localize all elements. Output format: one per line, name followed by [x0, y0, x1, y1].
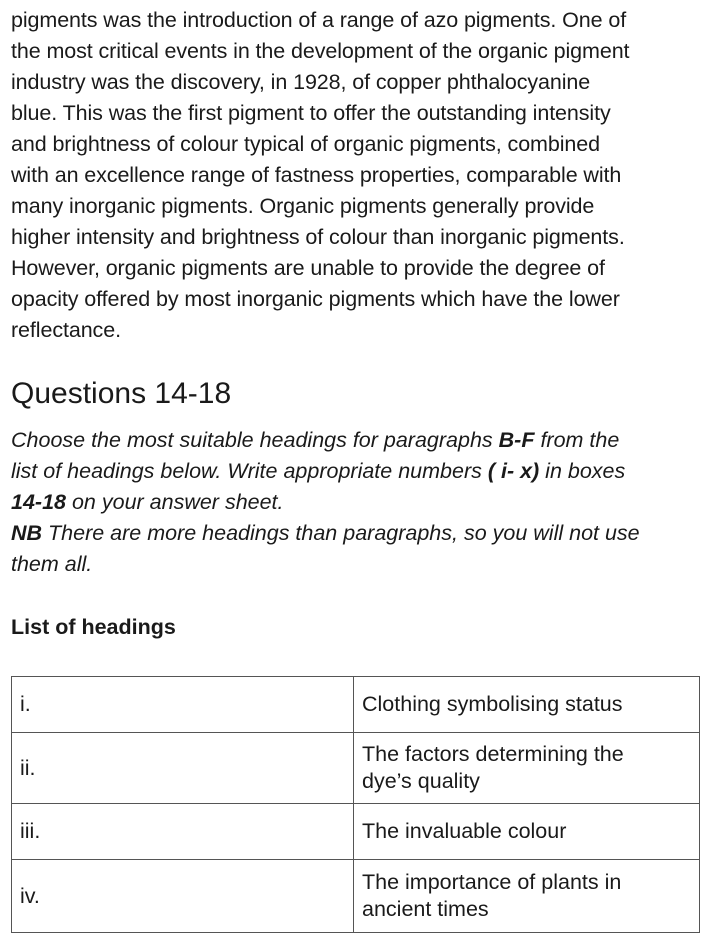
heading-text: [354, 860, 700, 933]
instruction-text: on your answer sheet.: [66, 490, 284, 514]
heading-text: [354, 733, 700, 804]
table-row: [12, 804, 700, 860]
passage-line: and brightness of colour typical of organic pigments, combined: [11, 132, 600, 156]
passage-line: many inorganic pigments. Organic pigments generally provide: [11, 194, 595, 218]
instruction-line-2: [11, 456, 705, 487]
heading-text-line: ancient times: [362, 897, 489, 921]
heading-text-line: dye’s quality: [362, 769, 480, 793]
heading-number: i.: [12, 677, 354, 733]
heading-text: [354, 804, 700, 860]
nb-text: There are more headings than paragraphs, so you will not use: [42, 521, 640, 545]
instruction-text: in boxes: [539, 459, 626, 483]
instruction-line-1: [11, 425, 705, 456]
heading-number: iv.: [12, 860, 354, 933]
passage-line: However, organic pigments are unable to provide the degree of: [11, 256, 605, 280]
passage-text: [11, 5, 705, 346]
table-row: [12, 677, 700, 733]
questions-title: Questions 14-18: [11, 377, 232, 410]
box-range: 14-18: [11, 490, 66, 514]
passage-line: opacity offered by most inorganic pigments which have the lower: [11, 287, 620, 311]
instructions: [11, 425, 705, 580]
passage-line: with an excellence range of fastness properties, comparable with: [11, 163, 622, 187]
table-row: [12, 860, 700, 933]
passage-line: industry was the discovery, in 1928, of copper phthalocyanine: [11, 70, 591, 94]
nb-line-1: [11, 518, 705, 549]
passage-line: the most critical events in the development of the organic pigment: [11, 39, 630, 63]
headings-table: [11, 676, 700, 933]
passage-line: higher intensity and brightness of colour than inorganic pigments.: [11, 225, 625, 249]
heading-text: [354, 677, 700, 733]
paragraph-range: B-F: [498, 428, 535, 452]
instruction-line-3: [11, 487, 705, 518]
heading-number: ii.: [12, 733, 354, 804]
table-row: [12, 733, 700, 804]
heading-number: iii.: [12, 804, 354, 860]
nb-line-2: them all.: [11, 552, 93, 576]
passage-line: pigments was the introduction of a range of azo pigments. One of: [11, 8, 627, 32]
heading-text-line: The invaluable colour: [362, 819, 567, 843]
numeral-range: ( i- x): [487, 459, 540, 483]
heading-text-line: The factors determining the: [362, 742, 624, 766]
instruction-text: from the: [534, 428, 620, 452]
heading-text-line: The importance of plants in: [362, 870, 622, 894]
heading-text-line: Clothing symbolising status: [362, 692, 623, 716]
passage-line: reflectance.: [11, 318, 121, 342]
nb-label: NB: [11, 521, 43, 545]
passage-line: blue. This was the first pigment to offer the outstanding intensity: [11, 101, 611, 125]
instruction-text: list of headings below. Write appropriate numbers: [11, 459, 488, 483]
list-of-headings-title: List of headings: [11, 615, 176, 639]
instruction-text: Choose the most suitable headings for paragraphs: [11, 428, 499, 452]
